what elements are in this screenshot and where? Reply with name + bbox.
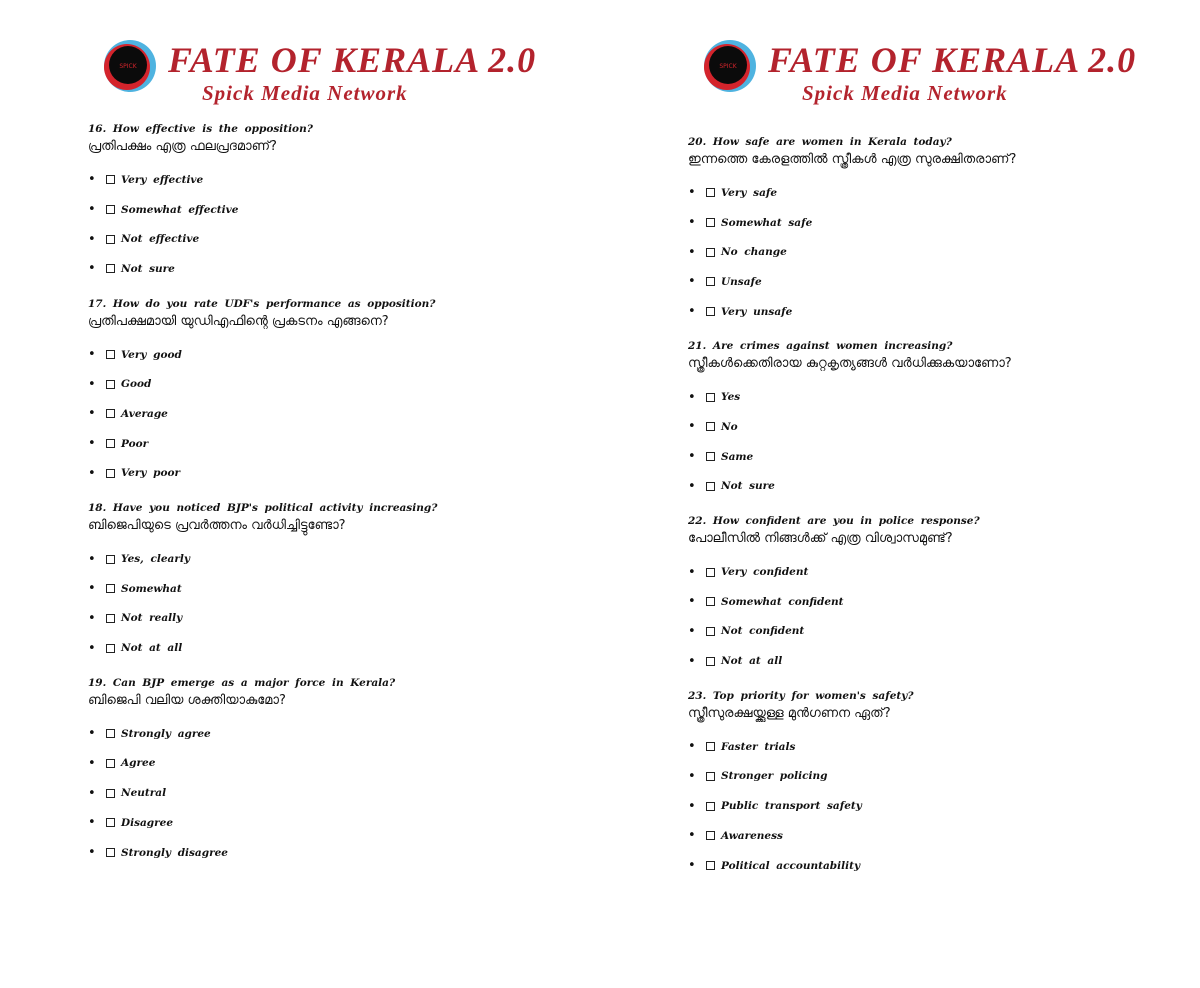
option-label: Not really	[121, 612, 183, 625]
bullet-icon: •	[688, 478, 696, 494]
checkbox-icon[interactable]	[706, 742, 715, 751]
question-text-english: 18. Have you noticed BJP's political activity increasing?	[88, 502, 438, 515]
bullet-icon: •	[88, 347, 96, 363]
checkbox-icon[interactable]	[706, 452, 715, 461]
answer-option[interactable]	[688, 472, 1016, 502]
option-label: Not confident	[721, 625, 805, 638]
answer-option[interactable]	[88, 254, 437, 284]
checkbox-icon[interactable]	[706, 772, 715, 781]
bullet-icon: •	[688, 623, 696, 639]
bullet-icon: •	[688, 739, 696, 755]
option-label: Not sure	[121, 262, 175, 275]
option-label: Strongly disagree	[121, 846, 228, 859]
answer-option[interactable]	[688, 762, 1016, 792]
option-label: Very poor	[121, 467, 181, 480]
option-label: No	[721, 420, 738, 433]
checkbox-icon[interactable]	[106, 235, 115, 244]
answer-option[interactable]	[88, 165, 437, 195]
option-label: Very confident	[721, 566, 809, 579]
checkbox-icon[interactable]	[706, 482, 715, 491]
question-text-malayalam: ബിജെപിയുടെ പ്രവർത്തനം വർധിച്ചിട്ടുണ്ടോ?	[88, 518, 346, 534]
bullet-icon: •	[88, 640, 96, 656]
checkbox-icon[interactable]	[706, 188, 715, 197]
option-label: Strongly agree	[121, 727, 211, 740]
checkbox-icon[interactable]	[106, 614, 115, 623]
bullet-icon: •	[88, 202, 96, 218]
answer-option[interactable]	[88, 633, 437, 663]
option-label: Poor	[121, 437, 149, 450]
answer-options	[688, 557, 1016, 676]
answer-option[interactable]	[688, 732, 1016, 762]
answer-option[interactable]	[688, 382, 1016, 412]
option-label: Very unsafe	[721, 305, 793, 318]
brand-subtitle: Spick Media Network	[202, 81, 408, 105]
checkbox-icon[interactable]	[106, 469, 115, 478]
answer-option[interactable]	[688, 442, 1016, 472]
survey-page-right	[600, 0, 1200, 988]
bullet-icon: •	[688, 594, 696, 610]
answer-option[interactable]	[88, 429, 437, 459]
brand-subtitle: Spick Media Network	[802, 81, 1008, 105]
bullet-icon: •	[688, 215, 696, 231]
bullet-icon: •	[88, 406, 96, 422]
checkbox-icon[interactable]	[106, 264, 115, 273]
survey-question	[688, 514, 1016, 676]
bullet-icon: •	[688, 564, 696, 580]
option-label: Average	[121, 407, 168, 420]
option-label: Public transport safety	[721, 800, 862, 813]
bullet-icon: •	[688, 653, 696, 669]
answer-option[interactable]	[88, 838, 437, 868]
checkbox-icon[interactable]	[106, 644, 115, 653]
checkbox-icon[interactable]	[706, 861, 715, 870]
checkbox-icon[interactable]	[106, 350, 115, 359]
survey-question	[688, 339, 1016, 501]
answer-option[interactable]	[88, 369, 437, 399]
answer-option[interactable]	[688, 851, 1016, 881]
brand-title: FATE OF KERALA 2.0	[768, 40, 1137, 80]
bullet-icon: •	[688, 768, 696, 784]
option-label: Disagree	[121, 816, 174, 829]
checkbox-icon[interactable]	[106, 555, 115, 564]
answer-option[interactable]	[88, 399, 437, 429]
bullet-icon: •	[88, 581, 96, 597]
survey-question	[88, 297, 437, 488]
question-text-malayalam: സ്ത്രീകൾക്കെതിരായ കുറ്റകൃത്യങ്ങൾ വർധിക്കുകയാണോ?	[688, 356, 1012, 372]
bullet-icon: •	[688, 419, 696, 435]
checkbox-icon[interactable]	[106, 380, 115, 389]
bullet-icon: •	[688, 185, 696, 201]
answer-options	[88, 719, 437, 867]
question-text-english: 23. Top priority for women's safety?	[688, 689, 914, 702]
question-text-english: 19. Can BJP emerge as a major force in Kerala?	[88, 676, 396, 689]
bullet-icon: •	[88, 610, 96, 626]
option-label: Somewhat	[121, 582, 182, 595]
bullet-icon: •	[88, 785, 96, 801]
answer-option[interactable]	[88, 195, 437, 225]
answer-option[interactable]	[88, 574, 437, 604]
checkbox-icon[interactable]	[106, 205, 115, 214]
logo-text: SPICK	[719, 63, 737, 70]
checkbox-icon[interactable]	[106, 175, 115, 184]
answer-option[interactable]	[688, 267, 1016, 297]
answer-options	[688, 732, 1016, 880]
survey-question	[688, 689, 1016, 880]
question-text-english: 17. How do you rate UDF's performance as opposition?	[88, 297, 436, 310]
checkbox-icon[interactable]	[106, 584, 115, 593]
question-list	[688, 135, 1016, 893]
option-label: Unsafe	[721, 275, 762, 288]
checkbox-icon[interactable]	[706, 248, 715, 257]
bullet-icon: •	[88, 261, 96, 277]
survey-question	[88, 122, 437, 284]
page-header	[102, 38, 536, 104]
bullet-icon: •	[688, 274, 696, 290]
survey-question	[688, 135, 1016, 326]
checkbox-icon[interactable]	[106, 848, 115, 857]
question-text-malayalam: ഇന്നത്തെ കേരളത്തിൽ സ്ത്രീകൾ എത്ര സുരക്ഷിതരാണ്?	[688, 152, 1017, 167]
option-label: Yes, clearly	[121, 553, 190, 566]
answer-option[interactable]	[688, 821, 1016, 851]
checkbox-icon[interactable]	[106, 759, 115, 768]
question-text-english: 20. How safe are women in Kerala today?	[688, 136, 952, 148]
answer-option[interactable]	[688, 617, 1016, 647]
option-label: Somewhat safe	[721, 216, 813, 229]
answer-option[interactable]	[88, 224, 437, 254]
bullet-icon: •	[88, 231, 96, 247]
question-text-english: 16. How effective is the opposition?	[88, 123, 313, 135]
option-label: Somewhat confident	[721, 595, 844, 608]
checkbox-icon[interactable]	[706, 422, 715, 431]
question-text-malayalam: സ്ത്രീസുരക്ഷയ്ക്കുള്ള മുൻഗണന ഏത്?	[688, 705, 891, 721]
bullet-icon: •	[88, 551, 96, 567]
option-label: Neutral	[121, 787, 167, 800]
question-text-english: 22. How confident are you in police response?	[688, 515, 980, 528]
checkbox-icon[interactable]	[706, 831, 715, 840]
spick-logo-icon	[702, 38, 758, 94]
checkbox-icon[interactable]	[706, 657, 715, 666]
option-label: Somewhat effective	[121, 203, 239, 216]
question-text-malayalam: പ്രതിപക്ഷം എത്ര ഫലപ്രദമാണ്?	[88, 139, 277, 154]
option-label: Good	[121, 378, 152, 391]
option-label: Stronger policing	[721, 770, 828, 783]
checkbox-icon[interactable]	[706, 218, 715, 227]
answer-options	[88, 165, 437, 284]
option-label: Agree	[121, 757, 156, 770]
answer-option[interactable]	[688, 208, 1016, 238]
option-label: Political accountability	[721, 859, 861, 872]
answer-option[interactable]	[688, 557, 1016, 587]
checkbox-icon[interactable]	[706, 597, 715, 606]
checkbox-icon[interactable]	[106, 818, 115, 827]
bullet-icon: •	[688, 304, 696, 320]
checkbox-icon[interactable]	[706, 802, 715, 811]
bullet-icon: •	[688, 449, 696, 465]
answer-options	[88, 544, 437, 663]
survey-question	[88, 676, 437, 867]
answer-option[interactable]	[88, 808, 437, 838]
survey-question	[88, 501, 437, 663]
checkbox-icon[interactable]	[706, 627, 715, 636]
bullet-icon: •	[688, 798, 696, 814]
question-text-english: 21. Are crimes against women increasing?	[688, 340, 953, 353]
answer-option[interactable]	[688, 178, 1016, 208]
checkbox-icon[interactable]	[706, 568, 715, 577]
option-label: Not effective	[121, 233, 200, 246]
answer-option[interactable]	[688, 237, 1016, 267]
checkbox-icon[interactable]	[106, 789, 115, 798]
question-text-malayalam: പ്രതിപക്ഷമായി യുഡിഎഫിന്റെ പ്രകടനം എങ്ങനെ?	[88, 313, 389, 329]
bullet-icon: •	[88, 845, 96, 861]
bullet-icon: •	[688, 828, 696, 844]
option-label: No change	[721, 246, 787, 259]
question-text-malayalam: പോലീസിൽ നിങ്ങൾക്ക് എത്ര വിശ്വാസമുണ്ട്?	[688, 531, 953, 547]
checkbox-icon[interactable]	[106, 729, 115, 738]
option-label: Very safe	[721, 186, 778, 199]
bullet-icon: •	[688, 244, 696, 260]
page-header	[702, 38, 1136, 104]
answer-option[interactable]	[688, 412, 1016, 442]
answer-option[interactable]	[88, 544, 437, 574]
answer-option[interactable]	[688, 297, 1016, 327]
option-label: Same	[721, 450, 754, 463]
spick-logo-icon	[102, 38, 158, 94]
checkbox-icon[interactable]	[106, 409, 115, 418]
logo-text: SPICK	[119, 63, 137, 70]
option-label: Yes	[721, 391, 741, 404]
answer-option[interactable]	[88, 459, 437, 489]
option-label: Not at all	[721, 655, 783, 668]
option-label: Not sure	[721, 480, 775, 493]
bullet-icon: •	[688, 858, 696, 874]
checkbox-icon[interactable]	[106, 439, 115, 448]
option-label: Faster trials	[721, 740, 796, 753]
answer-option[interactable]	[88, 719, 437, 749]
bullet-icon: •	[88, 755, 96, 771]
bullet-icon: •	[88, 726, 96, 742]
bullet-icon: •	[88, 465, 96, 481]
option-label: Awareness	[721, 829, 783, 842]
bullet-icon: •	[88, 172, 96, 188]
brand-title: FATE OF KERALA 2.0	[168, 40, 537, 80]
checkbox-icon[interactable]	[706, 393, 715, 402]
answer-option[interactable]	[88, 778, 437, 808]
checkbox-icon[interactable]	[706, 307, 715, 316]
answer-option[interactable]	[688, 791, 1016, 821]
question-list	[88, 122, 437, 880]
bullet-icon: •	[688, 389, 696, 405]
bullet-icon: •	[88, 815, 96, 831]
answer-option[interactable]	[88, 749, 437, 779]
option-label: Very effective	[121, 173, 204, 186]
answer-options	[688, 178, 1016, 326]
answer-options	[88, 340, 437, 488]
answer-option[interactable]	[688, 646, 1016, 676]
option-label: Not at all	[121, 642, 183, 655]
answer-option[interactable]	[88, 340, 437, 370]
option-label: Very good	[121, 348, 182, 361]
question-text-malayalam: ബിജെപി വലിയ ശക്തിയാകുമോ?	[88, 692, 286, 708]
bullet-icon: •	[88, 436, 96, 452]
answer-option[interactable]	[688, 587, 1016, 617]
answer-option[interactable]	[88, 604, 437, 634]
answer-options	[688, 382, 1016, 501]
bullet-icon: •	[88, 376, 96, 392]
checkbox-icon[interactable]	[706, 277, 715, 286]
